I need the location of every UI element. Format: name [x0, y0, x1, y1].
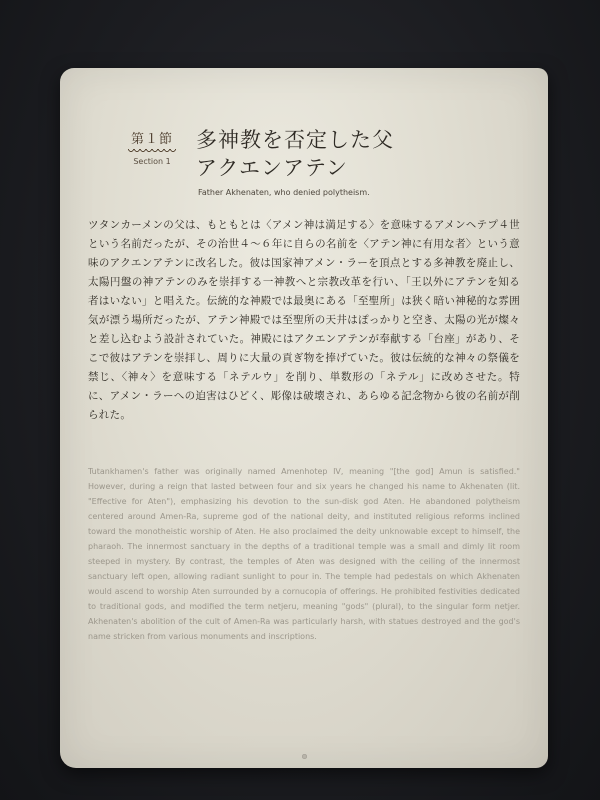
title-line-1: 多神教を否定した父	[196, 128, 394, 152]
panel-subtitle-en: Father Akhenaten, who denied polytheism.	[198, 188, 370, 197]
section-number-en: Section 1	[133, 157, 171, 166]
mounting-screw	[302, 754, 307, 759]
title-line-2: アクエンアテン	[196, 156, 348, 180]
panel-title	[196, 126, 394, 182]
section-number-jp: 第１節	[130, 132, 173, 147]
exhibit-panel	[60, 68, 548, 768]
wavy-underline	[128, 149, 176, 155]
section-marker	[122, 128, 182, 166]
body-text-en: Tutankhamen's father was originally named Amenhotep IV, meaning "[the god] Amun is satisfied." However, during a reign that lasted between four and six years he changed his name to Akhenaten (lit. "Effective for Aten"), emphasizing his devotion to the sun-disk god Aten. He abandoned polytheism centered around Amen-Ra, supreme god of the national deity, and instituted religious reforms inclined toward the monotheistic worship of Aten. He also proclaimed the deity unknowable except to himself, the pharaoh. The innermost sanctuary in the depths of a traditional temple was a small and dimly lit room steeped in mystery. By contrast, the temples of Aten was designed with the ceiling of the innermost sanctuary left open, allowing radiant sunlight to pour in. The temple had pedestals on which Akhenaten would ascend to worship Aten surrounded by a cornucopia of offerings. He prohibited festivities dedicated to traditional gods, and modified the term netjeru, meaning "gods" (plural), to the singular form netjer. Akhenaten's abolition of the cult of Amen-Ra was particularly harsh, with statues destroyed and the god's name stricken from various monuments and inscriptions.	[88, 467, 520, 641]
body-text-jp: ツタンカーメンの父は、もともとは〈アメン神は満足する〉を意味するアメンヘテプ４世という名前だったが、その治世４〜６年に自らの名前を〈アテン神に有用な者〉という意味のアクエンアテンに改名した。彼は国家神アメン・ラーを頂点とする多神教を廃止し、太陽円盤の神アテンのみを崇拝する一神教へと宗教改革を行い、「王以外にアテンを知る者はいない」と唱えた。伝統的な神殿では最奥にある「至聖所」は狭く暗い神秘的な雰囲気が漂う場所だったが、アテン神殿では至聖所の天井はぽっかりと空き、太陽の光が燦々と差し込むよう設計されていた。神殿にはアクエンアテンが奉献する「台座」があり、そこで彼はアテンを崇拝し、周りに大量の貢ぎ物を捧げていた。彼は伝統的な神々の祭儀を禁じ、〈神々〉を意味する「ネテルウ」を削り、単数形の「ネテル」に改めさせた。特に、アメン・ラーへの迫害はひどく、彫像は破壊され、あらゆる記念物から彼の名前が削られた。	[88, 219, 520, 421]
